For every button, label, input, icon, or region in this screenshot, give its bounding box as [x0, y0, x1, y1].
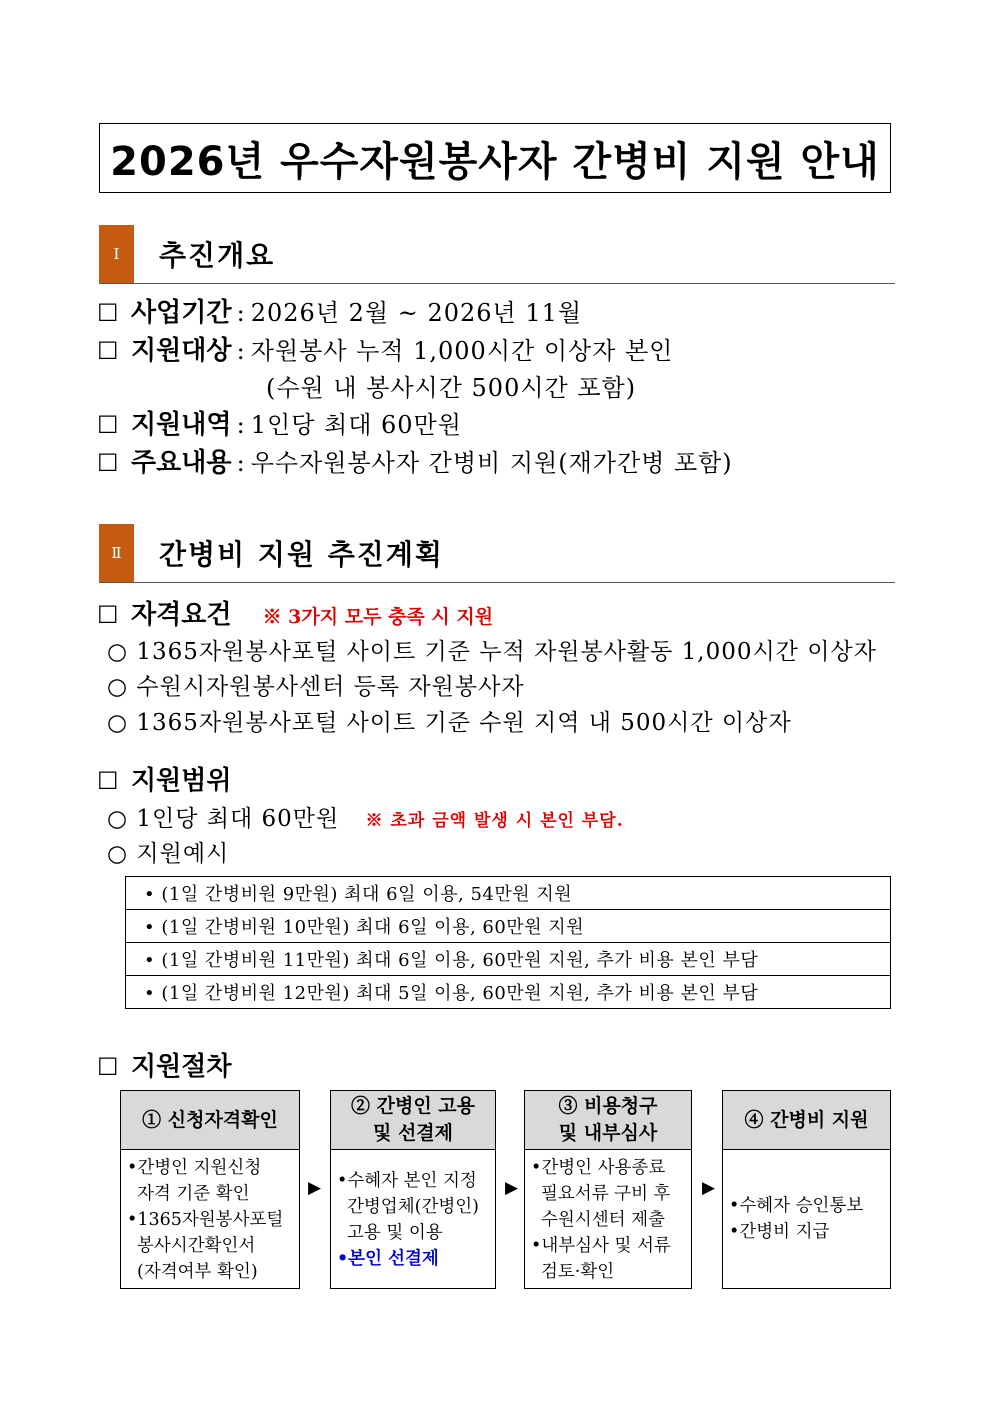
- step-line: •1365자원봉사포털: [127, 1210, 284, 1230]
- scope-note: ※ 초과 금액 발생 시 본인 부담.: [365, 811, 624, 831]
- item-label: 지원내역: [131, 410, 232, 440]
- item-label: 지원범위: [131, 766, 232, 796]
- arrow-right-icon: ▶: [308, 1178, 322, 1198]
- circle-icon: ○: [107, 639, 129, 665]
- scope-text: 지원예시: [136, 841, 230, 867]
- table-cell: • (1일 간병비원 12만원) 최대 5일 이용, 60만원 지원, 추가 비용 본인 부담: [126, 976, 891, 1009]
- section-title: 추진개요: [159, 239, 276, 272]
- eligibility-note: ※ 3가지 모두 충족 시 지원: [262, 606, 494, 628]
- eligibility-heading: [97, 594, 493, 631]
- circle-icon: ○: [107, 674, 129, 700]
- section-header-overview: [99, 225, 895, 284]
- step-highlight: •본인 선결제: [337, 1249, 439, 1269]
- overview-target-note: (수원 내 봉사시간 500시간 포함): [266, 374, 637, 402]
- step-line: •수혜자 승인통보: [729, 1196, 864, 1216]
- item-label: 자격요건: [131, 600, 232, 630]
- step-title: ② 간병인 고용: [351, 1095, 475, 1117]
- circle-icon: ○: [107, 710, 129, 736]
- section-number: Ⅰ: [99, 225, 134, 283]
- step4-body: [722, 1150, 891, 1289]
- checkbox-icon: ☐: [97, 299, 119, 327]
- step-line: •내부심사 및 서류: [531, 1236, 671, 1256]
- scope-heading: [97, 760, 231, 797]
- step1-body: [120, 1150, 300, 1289]
- overview-support: [97, 404, 462, 441]
- table-row: [126, 976, 891, 1009]
- scope-item: [107, 800, 624, 833]
- step-line: 봉사시간확인서: [137, 1236, 256, 1256]
- step1-header: [120, 1090, 300, 1150]
- eligibility-item: [107, 668, 525, 701]
- arrow-right-icon: ▶: [702, 1178, 716, 1198]
- overview-content: [97, 442, 733, 479]
- overview-target: [97, 330, 673, 367]
- table-cell: • (1일 간병비원 11만원) 최대 6일 이용, 60만원 지원, 추가 비용 본인 부담: [126, 943, 891, 976]
- step-title: ④ 간병비 지원: [744, 1108, 869, 1131]
- item-value: 자원봉사 누적 1,000시간 이상자 본인: [250, 337, 674, 365]
- eligibility-text: 수원시자원봉사센터 등록 자원봉사자: [136, 674, 525, 700]
- step-title: ③ 비용청구: [558, 1095, 658, 1117]
- step-line: 자격 기준 확인: [137, 1184, 250, 1204]
- step-line: 검토·확인: [541, 1262, 615, 1282]
- item-label: 사업기간: [131, 298, 232, 328]
- section-header-plan: [99, 524, 895, 583]
- table-cell: • (1일 간병비원 9만원) 최대 6일 이용, 54만원 지원: [126, 877, 891, 910]
- item-value: 2026년 2월 ~ 2026년 11월: [250, 299, 583, 327]
- step-line: •간병인 사용종료: [531, 1158, 666, 1178]
- procedure-heading: [97, 1046, 231, 1083]
- step3-body: [524, 1150, 692, 1289]
- table-cell: • (1일 간병비원 10만원) 최대 6일 이용, 60만원 지원: [126, 910, 891, 943]
- step-line: 수원시센터 제출: [541, 1210, 665, 1230]
- checkbox-icon: ☐: [97, 337, 119, 365]
- separator: :: [236, 411, 246, 439]
- step-line: •간병인 지원신청: [127, 1158, 262, 1178]
- item-label: 지원절차: [131, 1052, 232, 1082]
- step-line: •수혜자 본인 지정: [337, 1171, 477, 1191]
- step-line: 간병업체(간병인): [347, 1197, 479, 1217]
- step4-header: [722, 1090, 891, 1150]
- section-title: 간병비 지원 추진계획: [159, 538, 444, 571]
- item-value: 우수자원봉사자 간병비 지원(재가간병 포함): [250, 449, 733, 477]
- step-line: (자격여부 확인): [137, 1262, 258, 1282]
- step-title: 및 내부심사: [558, 1122, 658, 1144]
- step-title: 및 선결제: [372, 1122, 454, 1144]
- separator: :: [236, 337, 246, 365]
- section-number: Ⅱ: [99, 524, 134, 582]
- checkbox-icon: ☐: [97, 1053, 119, 1081]
- eligibility-text: 1365자원봉사포털 사이트 기준 수원 지역 내 500시간 이상자: [136, 710, 792, 736]
- separator: :: [236, 299, 246, 327]
- page-title: 2026년 우수자원봉사자 간병비 지원 안내: [99, 123, 891, 193]
- scope-item: [107, 835, 229, 868]
- step2-body: [330, 1150, 496, 1289]
- table-row: [126, 943, 891, 976]
- table-row: [126, 910, 891, 943]
- step-line: 필요서류 구비 후: [541, 1184, 671, 1204]
- eligibility-item: [107, 633, 877, 666]
- checkbox-icon: ☐: [97, 411, 119, 439]
- checkbox-icon: ☐: [97, 449, 119, 477]
- item-value: 1인당 최대 60만원: [250, 411, 462, 439]
- eligibility-item: [107, 704, 792, 737]
- separator: :: [236, 449, 246, 477]
- step-title: ① 신청자격확인: [142, 1108, 278, 1131]
- step-line: 고용 및 이용: [347, 1223, 443, 1243]
- scope-text: 1인당 최대 60만원: [136, 806, 340, 832]
- checkbox-icon: ☐: [97, 767, 119, 795]
- overview-period: [97, 292, 582, 329]
- arrow-right-icon: ▶: [505, 1178, 519, 1198]
- item-label: 주요내용: [131, 448, 232, 478]
- support-example-table: [125, 876, 891, 1009]
- eligibility-text: 1365자원봉사포털 사이트 기준 누적 자원봉사활동 1,000시간 이상자: [136, 639, 877, 665]
- checkbox-icon: ☐: [97, 601, 119, 629]
- circle-icon: ○: [107, 841, 129, 867]
- item-label: 지원대상: [131, 336, 232, 366]
- step3-header: [524, 1090, 692, 1150]
- step2-header: [330, 1090, 496, 1150]
- table-row: [126, 877, 891, 910]
- circle-icon: ○: [107, 806, 129, 832]
- step-line: •간병비 지급: [729, 1222, 830, 1242]
